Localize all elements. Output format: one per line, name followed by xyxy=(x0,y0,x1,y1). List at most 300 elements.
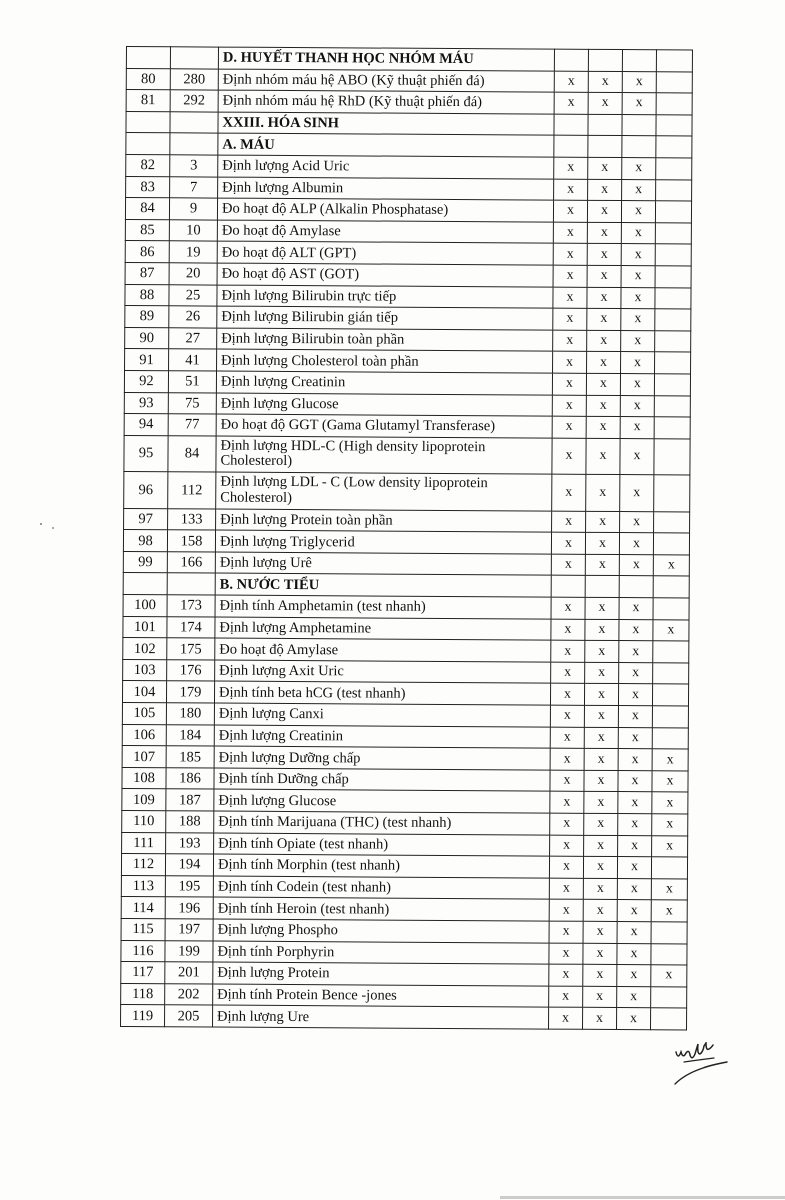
mark-cell-4 xyxy=(655,266,691,288)
code-cell: 205 xyxy=(165,1005,213,1027)
mark-cell-4 xyxy=(651,857,687,879)
mark-cell-2: x xyxy=(583,856,617,878)
code-cell: 180 xyxy=(166,703,214,725)
procedure-name-cell: Định lượng Canxi xyxy=(214,703,550,727)
code-cell: 26 xyxy=(169,306,217,328)
procedure-name-cell: Định lượng Bilirubin trực tiếp xyxy=(217,285,553,309)
code-cell: 84 xyxy=(168,435,216,472)
mark-cell-4 xyxy=(654,374,690,396)
row-number-cell: 112 xyxy=(121,854,165,876)
procedure-name-cell: Đo hoạt độ Amylase xyxy=(215,638,551,662)
procedure-name-cell: Định tính Marijuana (THC) (test nhanh) xyxy=(214,811,550,835)
signature-initials xyxy=(672,1042,732,1090)
procedure-name-cell: Định lượng Glucose xyxy=(214,789,550,813)
mark-cell-2: x xyxy=(583,943,617,965)
code-cell: 186 xyxy=(166,768,214,790)
mark-cell-3: x xyxy=(619,641,653,663)
mark-cell-3: x xyxy=(617,878,651,900)
mark-cell-1: x xyxy=(553,222,587,244)
mark-cell-3: x xyxy=(621,265,655,287)
row-number-cell: 102 xyxy=(123,638,167,660)
procedure-name-cell: Đo hoạt độ ALP (Alkalin Phosphatase) xyxy=(217,198,553,222)
mark-cell-3 xyxy=(619,576,653,598)
code-cell: 75 xyxy=(168,392,216,414)
row-number-cell: 95 xyxy=(124,435,168,472)
code-cell: 20 xyxy=(169,263,217,285)
mark-cell-4 xyxy=(655,309,691,331)
mark-cell-2: x xyxy=(586,395,620,417)
mark-cell-1: x xyxy=(550,684,584,706)
mark-cell-2: x xyxy=(587,222,621,244)
mark-cell-1: x xyxy=(553,351,587,373)
procedure-name-cell: D. HUYẾT THANH HỌC NHÓM MÁU xyxy=(218,47,554,71)
mark-cell-3: x xyxy=(621,201,655,223)
code-cell: 193 xyxy=(166,832,214,854)
mark-cell-1: x xyxy=(553,308,587,330)
code-cell: 77 xyxy=(168,414,216,436)
mark-cell-1: x xyxy=(549,986,583,1008)
mark-cell-1: x xyxy=(549,1007,583,1029)
table-row xyxy=(124,435,690,475)
code-cell: 158 xyxy=(167,530,215,552)
mark-cell-2: x xyxy=(588,93,622,115)
mark-cell-4 xyxy=(653,598,689,620)
mark-cell-2: x xyxy=(586,475,620,512)
procedure-name-cell: Định tính Porphyrin xyxy=(213,941,549,965)
code-cell: 202 xyxy=(165,984,213,1006)
mark-cell-3: x xyxy=(621,352,655,374)
mark-cell-3: x xyxy=(618,706,652,728)
mark-cell-3 xyxy=(622,114,656,136)
mark-cell-4 xyxy=(655,201,691,223)
code-cell: 280 xyxy=(170,68,218,90)
row-number-cell: 80 xyxy=(126,68,170,90)
mark-cell-2: x xyxy=(587,200,621,222)
mark-cell-3: x xyxy=(620,438,654,475)
mark-cell-2: x xyxy=(584,835,618,857)
mark-cell-3: x xyxy=(617,986,651,1008)
mark-cell-4 xyxy=(654,438,690,475)
mark-cell-3: x xyxy=(619,533,653,555)
row-number-cell: 83 xyxy=(126,176,170,198)
mark-cell-4 xyxy=(653,663,689,685)
mark-cell-2 xyxy=(588,136,622,158)
row-number-cell: 99 xyxy=(123,551,167,573)
procedure-name-cell: Định tính Dưỡng chấp xyxy=(214,768,550,792)
row-number-cell xyxy=(126,111,170,133)
mark-cell-1 xyxy=(554,114,588,136)
mark-cell-4 xyxy=(656,115,692,137)
mark-cell-4: x xyxy=(652,749,688,771)
mark-cell-2: x xyxy=(586,416,620,438)
procedure-name-cell: Định nhóm máu hệ RhD (Kỹ thuật phiến đá) xyxy=(218,90,554,114)
mark-cell-1: x xyxy=(551,532,585,554)
mark-cell-2: x xyxy=(584,749,618,771)
procedure-name-cell: Định lượng Cholesterol toàn phần xyxy=(217,349,553,373)
row-number-cell: 84 xyxy=(125,198,169,220)
row-number-cell: 103 xyxy=(123,659,167,681)
procedure-name-cell: Định lượng Bilirubin toàn phần xyxy=(217,328,553,352)
mark-cell-4 xyxy=(653,576,689,598)
mark-cell-3: x xyxy=(617,857,651,879)
code-cell: 187 xyxy=(166,789,214,811)
mark-cell-3: x xyxy=(618,749,652,771)
mark-cell-4 xyxy=(654,395,690,417)
mark-cell-3: x xyxy=(618,770,652,792)
code-cell: 196 xyxy=(165,897,213,919)
procedure-name-cell: XXIII. HÓA SINH xyxy=(218,112,554,136)
mark-cell-1: x xyxy=(552,511,586,533)
mark-cell-1: x xyxy=(553,243,587,265)
mark-cell-3: x xyxy=(618,684,652,706)
mark-cell-2: x xyxy=(585,619,619,641)
procedure-name-cell: B. NƯỚC TIỂU xyxy=(215,574,551,598)
mark-cell-3: x xyxy=(621,287,655,309)
mark-cell-3: x xyxy=(617,965,651,987)
code-cell: 199 xyxy=(165,940,213,962)
mark-cell-4 xyxy=(656,158,692,180)
row-number-cell: 110 xyxy=(122,810,166,832)
row-number-cell xyxy=(126,133,170,155)
code-cell: 166 xyxy=(167,552,215,574)
mark-cell-4 xyxy=(653,533,689,555)
code-cell: 19 xyxy=(169,241,217,263)
procedure-name-cell: Định lượng Urê xyxy=(215,552,551,576)
code-cell: 3 xyxy=(170,155,218,177)
procedure-name-cell: Định tính Heroin (test nhanh) xyxy=(213,897,549,921)
mark-cell-1: x xyxy=(552,438,586,475)
procedure-name-cell: Định tính Amphetamin (test nhanh) xyxy=(215,595,551,619)
row-number-cell: 114 xyxy=(121,897,165,919)
mark-cell-2: x xyxy=(587,330,621,352)
mark-cell-4: x xyxy=(653,619,689,641)
mark-cell-3: x xyxy=(621,222,655,244)
code-cell: 195 xyxy=(165,876,213,898)
scan-speck xyxy=(40,523,42,525)
row-number-cell: 81 xyxy=(126,90,170,112)
mark-cell-1: x xyxy=(551,619,585,641)
mark-cell-2: x xyxy=(587,352,621,374)
mark-cell-3: x xyxy=(621,309,655,331)
row-number-cell xyxy=(123,573,167,595)
mark-cell-2: x xyxy=(588,157,622,179)
mark-cell-2: x xyxy=(584,684,618,706)
mark-cell-2: x xyxy=(586,438,620,475)
row-number-cell: 94 xyxy=(124,414,168,436)
code-cell: 179 xyxy=(166,681,214,703)
row-number-cell: 104 xyxy=(122,681,166,703)
row-number-cell: 101 xyxy=(123,616,167,638)
mark-cell-2 xyxy=(585,576,619,598)
code-cell xyxy=(170,47,218,69)
mark-cell-1: x xyxy=(554,71,588,93)
mark-cell-4 xyxy=(655,244,691,266)
code-cell: 9 xyxy=(169,198,217,220)
code-cell: 184 xyxy=(166,724,214,746)
mark-cell-1: x xyxy=(550,770,584,792)
procedure-name-cell: Định nhóm máu hệ ABO (Kỹ thuật phiến đá) xyxy=(218,69,554,93)
mark-cell-2: x xyxy=(585,641,619,663)
mark-cell-2: x xyxy=(583,900,617,922)
code-cell: 27 xyxy=(169,327,217,349)
mark-cell-4 xyxy=(653,641,689,663)
row-number-cell: 82 xyxy=(126,154,170,176)
mark-cell-4 xyxy=(652,706,688,728)
procedure-name-cell: Định tính Opiate (test nhanh) xyxy=(214,833,550,857)
mark-cell-1: x xyxy=(551,597,585,619)
procedure-name-cell: Đo hoạt độ ALT (GPT) xyxy=(217,241,553,265)
row-number-cell: 106 xyxy=(122,724,166,746)
code-cell xyxy=(167,573,215,595)
procedure-name-cell: Định lượng Ure xyxy=(213,1005,549,1029)
mark-cell-2: x xyxy=(588,179,622,201)
code-cell: 292 xyxy=(170,90,218,112)
procedure-name-cell: Định lượng Creatinin xyxy=(214,725,550,749)
code-cell xyxy=(170,133,218,155)
row-number-cell: 108 xyxy=(122,767,166,789)
code-cell: 51 xyxy=(168,371,216,393)
mark-cell-3: x xyxy=(622,93,656,115)
mark-cell-4: x xyxy=(652,771,688,793)
mark-cell-2: x xyxy=(583,1008,617,1030)
mark-cell-4: x xyxy=(651,900,687,922)
row-number-cell: 98 xyxy=(123,530,167,552)
mark-cell-2: x xyxy=(584,705,618,727)
mark-cell-1: x xyxy=(550,705,584,727)
mark-cell-3 xyxy=(622,136,656,158)
row-number-cell: 89 xyxy=(125,306,169,328)
mark-cell-1: x xyxy=(549,856,583,878)
mark-cell-2: x xyxy=(586,511,620,533)
code-cell: 112 xyxy=(168,472,216,509)
mark-cell-3: x xyxy=(621,244,655,266)
mark-cell-1: x xyxy=(549,878,583,900)
mark-cell-3: x xyxy=(622,157,656,179)
mark-cell-1: x xyxy=(553,287,587,309)
code-cell: 185 xyxy=(166,746,214,768)
procedure-name-cell: Định lượng Triglycerid xyxy=(215,530,551,554)
mark-cell-1 xyxy=(554,49,588,71)
mark-cell-1: x xyxy=(549,921,583,943)
procedure-name-cell: Đo hoạt độ AST (GOT) xyxy=(217,263,553,287)
procedure-name-cell: Định lượng Amphetamine xyxy=(215,617,551,641)
scan-edge xyxy=(500,1196,785,1199)
code-cell: 10 xyxy=(169,220,217,242)
code-cell: 201 xyxy=(165,962,213,984)
procedure-table-body xyxy=(121,47,693,1030)
procedure-name-cell: Định lượng Acid Uric xyxy=(218,155,554,179)
mark-cell-1: x xyxy=(553,265,587,287)
mark-cell-2: x xyxy=(584,813,618,835)
mark-cell-2: x xyxy=(587,287,621,309)
mark-cell-3: x xyxy=(620,373,654,395)
table-row xyxy=(121,1005,687,1030)
mark-cell-4 xyxy=(655,330,691,352)
procedure-name-cell: Định lượng HDL-C (High density lipoprotein Cholesterol) xyxy=(216,436,552,475)
procedure-name-cell: Định tính Protein Bence -jones xyxy=(213,984,549,1008)
mark-cell-3: x xyxy=(618,814,652,836)
mark-cell-4 xyxy=(655,222,691,244)
mark-cell-1: x xyxy=(550,813,584,835)
mark-cell-1 xyxy=(551,576,585,598)
mark-cell-4: x xyxy=(652,835,688,857)
mark-cell-1: x xyxy=(553,330,587,352)
procedure-name-cell: Định lượng Glucose xyxy=(216,393,552,417)
row-number-cell: 88 xyxy=(125,284,169,306)
mark-cell-3: x xyxy=(617,943,651,965)
mark-cell-4 xyxy=(652,684,688,706)
mark-cell-2 xyxy=(588,49,622,71)
row-number-cell: 92 xyxy=(124,370,168,392)
mark-cell-1: x xyxy=(549,964,583,986)
row-number-cell: 97 xyxy=(124,508,168,530)
mark-cell-3: x xyxy=(617,1008,651,1030)
mark-cell-1: x xyxy=(552,416,586,438)
mark-cell-1: x xyxy=(549,899,583,921)
row-number-cell: 91 xyxy=(125,349,169,371)
procedure-name-cell: Định lượng Axit Uric xyxy=(215,660,551,684)
procedure-table xyxy=(120,46,693,1030)
code-cell: 175 xyxy=(167,638,215,660)
mark-cell-2: x xyxy=(587,265,621,287)
row-number-cell: 111 xyxy=(122,832,166,854)
mark-cell-2: x xyxy=(584,727,618,749)
code-cell: 25 xyxy=(169,284,217,306)
mark-cell-1: x xyxy=(553,200,587,222)
procedure-name-cell: Định lượng Creatinin xyxy=(216,371,552,395)
mark-cell-3: x xyxy=(617,900,651,922)
mark-cell-2: x xyxy=(585,554,619,576)
procedure-name-cell: Đo hoạt độ Amylase xyxy=(217,220,553,244)
row-number-cell: 90 xyxy=(125,327,169,349)
mark-cell-1: x xyxy=(549,943,583,965)
mark-cell-1: x xyxy=(552,474,586,511)
mark-cell-2 xyxy=(588,114,622,136)
mark-cell-3: x xyxy=(622,179,656,201)
mark-cell-1: x xyxy=(554,92,588,114)
row-number-cell: 118 xyxy=(121,983,165,1005)
mark-cell-1: x xyxy=(550,835,584,857)
mark-cell-1: x xyxy=(551,554,585,576)
code-cell: 188 xyxy=(166,811,214,833)
mark-cell-1: x xyxy=(550,792,584,814)
mark-cell-2: x xyxy=(585,533,619,555)
mark-cell-2: x xyxy=(586,373,620,395)
row-number-cell: 93 xyxy=(124,392,168,414)
row-number-cell: 105 xyxy=(122,703,166,725)
mark-cell-3: x xyxy=(618,727,652,749)
procedure-name-cell: Định lượng LDL - C (Low density lipoprotein Cholesterol) xyxy=(216,472,552,511)
mark-cell-4 xyxy=(655,352,691,374)
mark-cell-4 xyxy=(652,727,688,749)
procedure-name-cell: Đo hoạt độ GGT (Gama Glutamyl Transferase) xyxy=(216,414,552,438)
row-number-cell: 116 xyxy=(121,940,165,962)
row-number-cell: 96 xyxy=(124,472,168,509)
row-number-cell: 117 xyxy=(121,962,165,984)
row-number-cell xyxy=(126,47,170,69)
mark-cell-3: x xyxy=(620,395,654,417)
mark-cell-1: x xyxy=(552,395,586,417)
mark-cell-4: x xyxy=(652,792,688,814)
row-number-cell: 109 xyxy=(122,789,166,811)
mark-cell-2: x xyxy=(584,770,618,792)
code-cell: 7 xyxy=(170,176,218,198)
procedure-name-cell: Định lượng Bilirubin gián tiếp xyxy=(217,306,553,330)
mark-cell-3: x xyxy=(619,554,653,576)
mark-cell-3: x xyxy=(618,792,652,814)
mark-cell-4 xyxy=(651,986,687,1008)
mark-cell-4 xyxy=(654,475,690,512)
scan-speck xyxy=(52,527,54,529)
mark-cell-3: x xyxy=(619,598,653,620)
procedure-name-cell: Định lượng Albumin xyxy=(218,177,554,201)
procedure-name-cell: Định tính Morphin (test nhanh) xyxy=(213,854,549,878)
mark-cell-4: x xyxy=(652,814,688,836)
code-cell: 176 xyxy=(167,660,215,682)
procedure-name-cell: Định lượng Protein xyxy=(213,962,549,986)
row-number-cell: 100 xyxy=(123,595,167,617)
code-cell: 174 xyxy=(167,616,215,638)
row-number-cell: 86 xyxy=(125,241,169,263)
mark-cell-4 xyxy=(656,50,692,72)
procedure-name-cell: Định tính Codein (test nhanh) xyxy=(213,876,549,900)
row-number-cell: 113 xyxy=(121,875,165,897)
mark-cell-4 xyxy=(651,943,687,965)
mark-cell-3: x xyxy=(620,475,654,512)
mark-cell-3: x xyxy=(619,619,653,641)
mark-cell-2: x xyxy=(585,597,619,619)
mark-cell-4 xyxy=(651,922,687,944)
mark-cell-4 xyxy=(656,71,692,93)
mark-cell-4 xyxy=(656,179,692,201)
procedure-name-cell: Định lượng Dưỡng chấp xyxy=(214,746,550,770)
code-cell: 133 xyxy=(168,508,216,530)
mark-cell-2: x xyxy=(583,878,617,900)
code-cell: 197 xyxy=(165,919,213,941)
mark-cell-3: x xyxy=(618,835,652,857)
mark-cell-3: x xyxy=(619,662,653,684)
mark-cell-1: x xyxy=(551,640,585,662)
mark-cell-4: x xyxy=(653,555,689,577)
procedure-name-cell: Định lượng Protein toàn phần xyxy=(216,509,552,533)
mark-cell-4 xyxy=(654,417,690,439)
mark-cell-2: x xyxy=(587,244,621,266)
procedure-name-cell: Định tính beta hCG (test nhanh) xyxy=(214,681,550,705)
mark-cell-1: x xyxy=(550,748,584,770)
mark-cell-2: x xyxy=(583,986,617,1008)
table-row xyxy=(124,472,690,512)
code-cell xyxy=(170,112,218,134)
mark-cell-2: x xyxy=(584,792,618,814)
mark-cell-1: x xyxy=(554,157,588,179)
mark-cell-4: x xyxy=(651,965,687,987)
mark-cell-1 xyxy=(554,135,588,157)
mark-cell-1: x xyxy=(550,727,584,749)
mark-cell-4 xyxy=(656,93,692,115)
row-number-cell: 87 xyxy=(125,262,169,284)
mark-cell-2: x xyxy=(587,308,621,330)
mark-cell-2: x xyxy=(583,921,617,943)
procedure-name-cell: Định lượng Phospho xyxy=(213,919,549,943)
row-number-cell: 85 xyxy=(125,219,169,241)
code-cell: 41 xyxy=(169,349,217,371)
mark-cell-3 xyxy=(622,50,656,72)
mark-cell-2: x xyxy=(583,964,617,986)
mark-cell-3: x xyxy=(621,330,655,352)
mark-cell-1: x xyxy=(554,179,588,201)
mark-cell-3: x xyxy=(620,511,654,533)
row-number-cell: 119 xyxy=(121,1005,165,1027)
